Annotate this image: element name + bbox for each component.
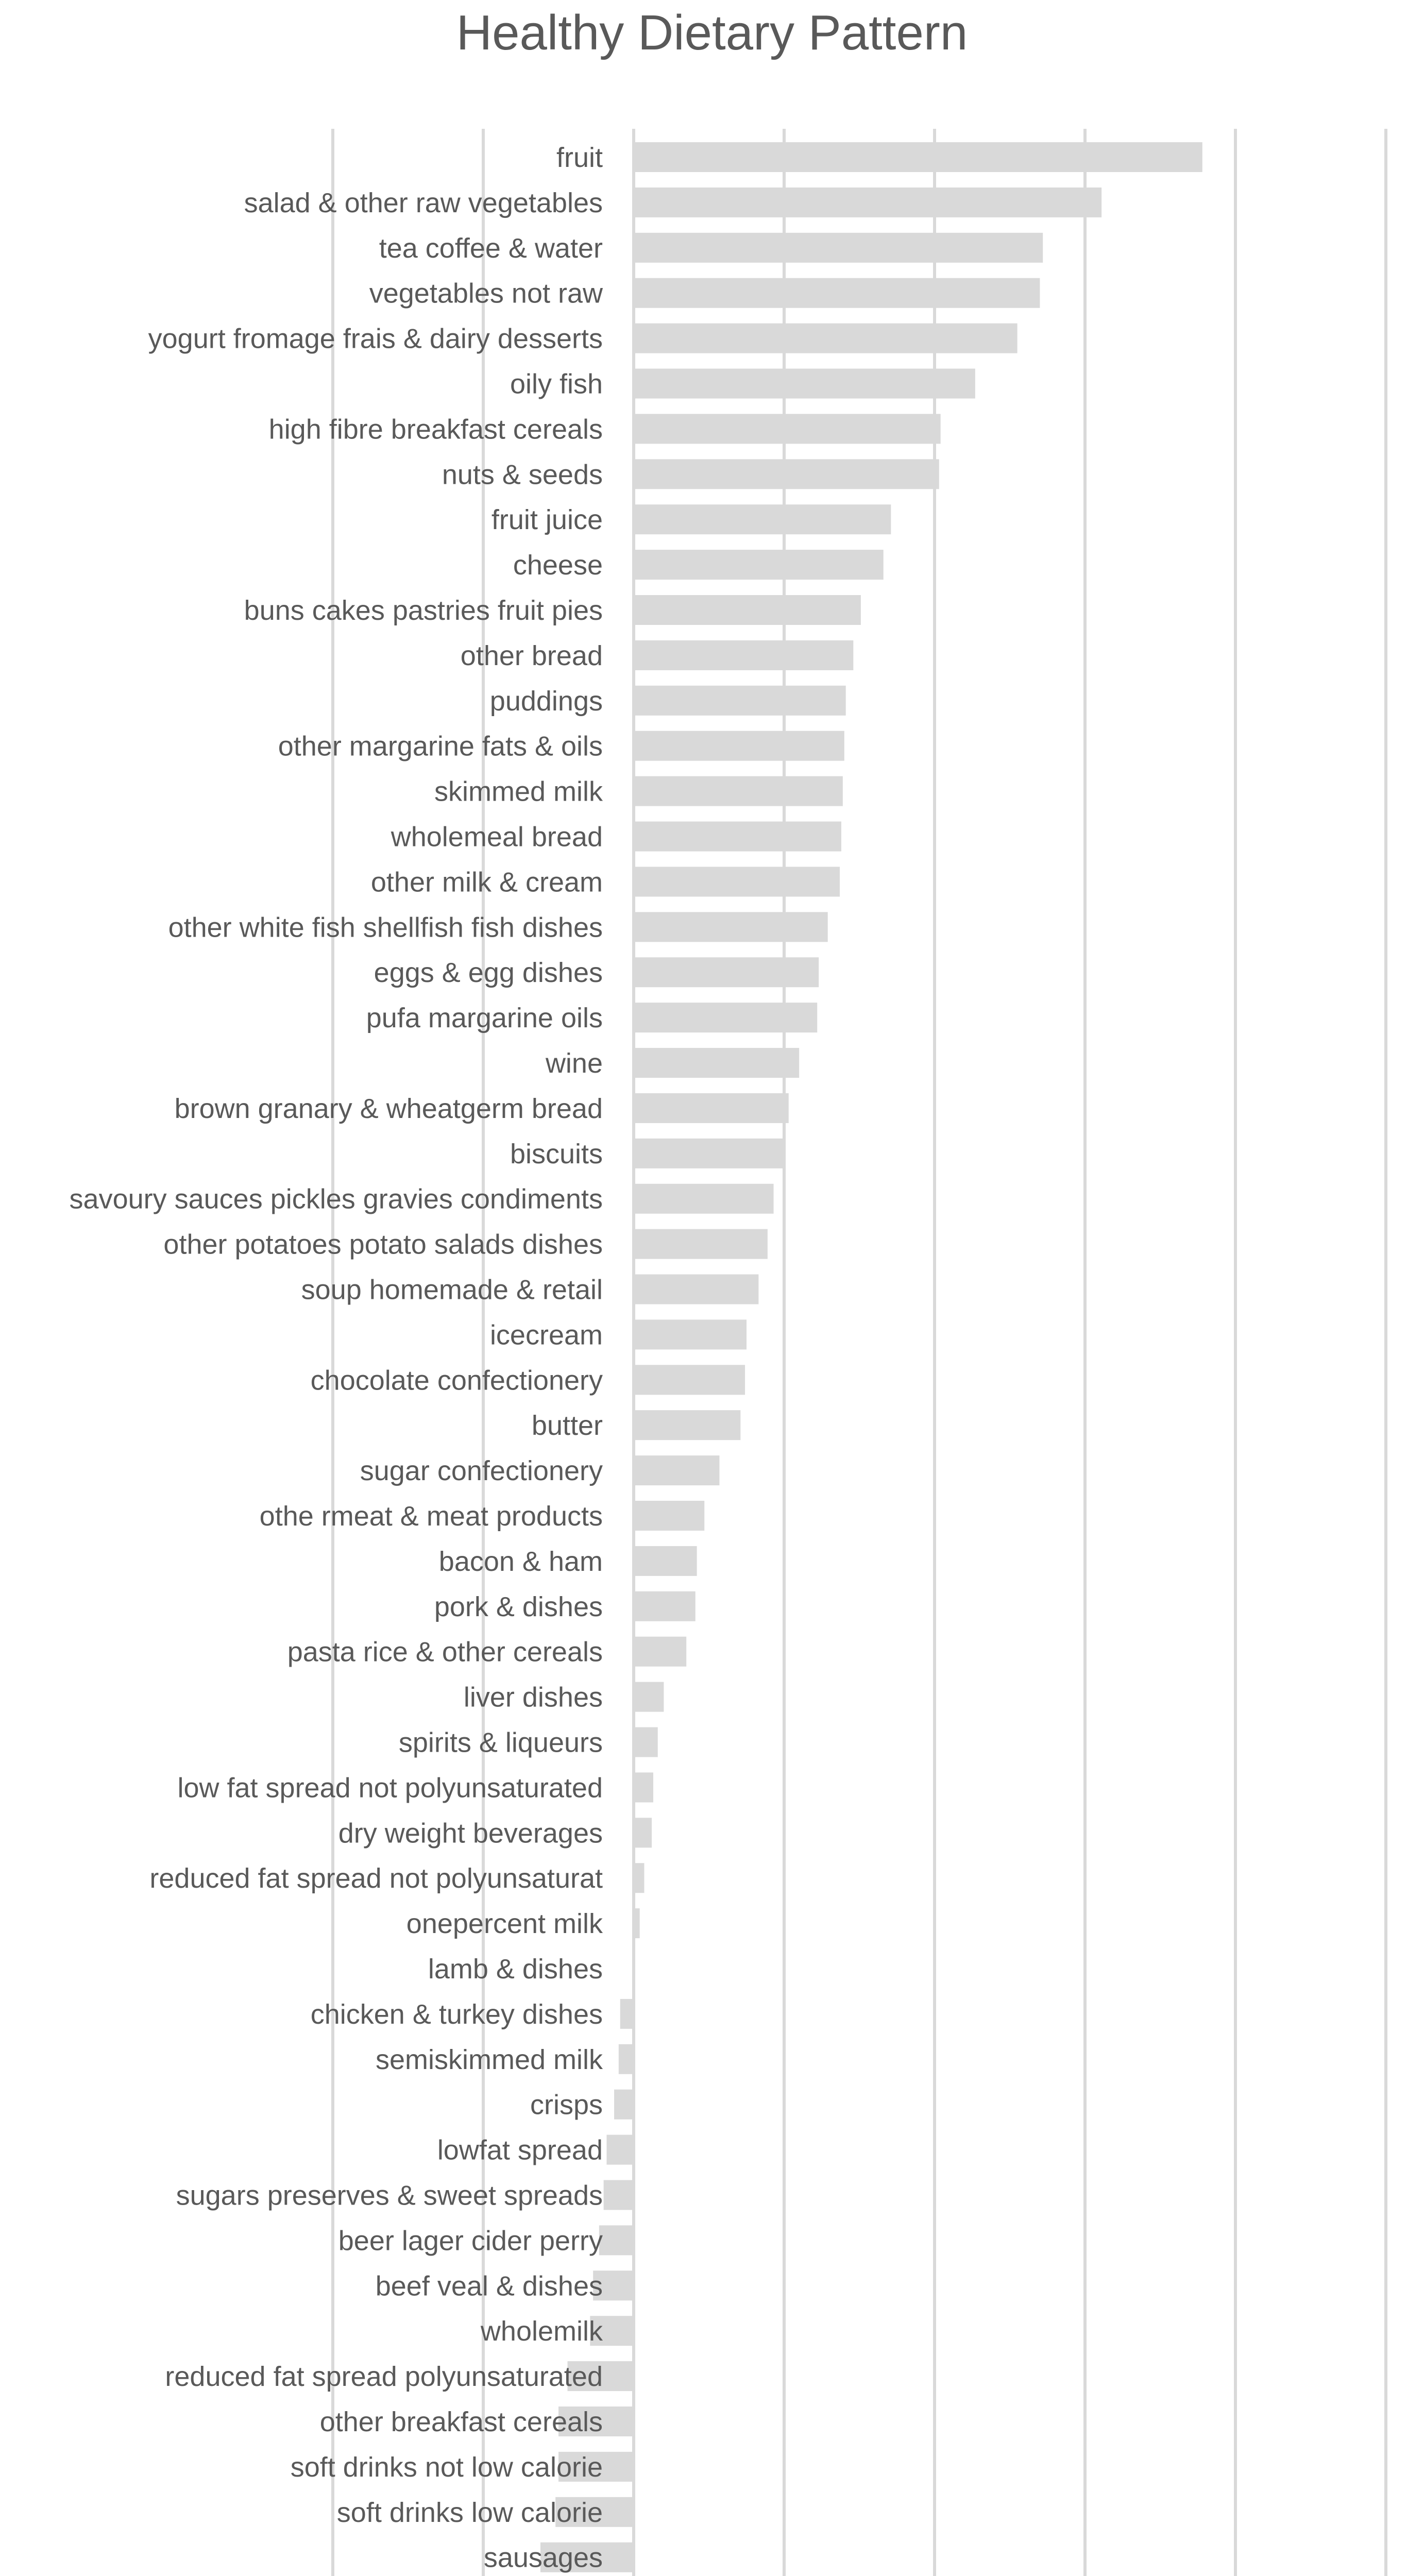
category-label: pufa margarine oils	[366, 1003, 603, 1034]
bar	[634, 776, 843, 806]
bar	[634, 1048, 799, 1078]
bar	[634, 1365, 745, 1395]
category-label: fruit juice	[491, 504, 603, 536]
bar	[634, 1275, 758, 1304]
category-label: reduced fat spread polyunsaturated	[165, 2361, 603, 2393]
category-label: fruit	[556, 142, 603, 173]
category-label: onepercent milk	[406, 1908, 603, 1940]
bar	[634, 1455, 719, 1485]
category-label: brown granary & wheatgerm bread	[174, 1093, 603, 1124]
category-label: buns cakes pastries fruit pies	[244, 595, 603, 626]
category-label: nuts & seeds	[442, 459, 603, 490]
bar	[606, 2135, 634, 2165]
category-label: reduced fat spread not polyunsaturat	[149, 1863, 603, 1894]
category-label: spirits & liqueurs	[398, 1727, 603, 1758]
category-label: other margarine fats & oils	[278, 731, 603, 762]
category-label: other bread	[460, 640, 603, 671]
bar	[634, 686, 846, 716]
bar	[634, 1093, 789, 1123]
category-label: soup homemade & retail	[301, 1274, 603, 1306]
category-label: puddings	[489, 685, 603, 717]
category-label: icecream	[489, 1319, 603, 1351]
bar	[634, 1863, 644, 1893]
category-label: wine	[545, 1048, 603, 1079]
category-label: other milk & cream	[370, 867, 603, 898]
category-label: eggs & egg dishes	[374, 957, 603, 989]
category-label: othe rmeat & meat products	[259, 1501, 603, 1532]
bar	[634, 1772, 653, 1802]
category-label: other breakfast cereals	[319, 2406, 603, 2437]
bar	[634, 1410, 740, 1440]
category-label: wholemeal bread	[391, 821, 603, 853]
category-label: tea coffee & water	[379, 232, 603, 264]
bar	[634, 1727, 658, 1757]
category-label: biscuits	[510, 1138, 603, 1170]
bar	[634, 369, 975, 399]
category-label: savoury sauces pickles gravies condiments	[69, 1183, 603, 1215]
category-label: pasta rice & other cereals	[287, 1636, 603, 1668]
bar	[599, 2225, 634, 2255]
bar	[634, 1184, 774, 1214]
category-label: sausages	[483, 2542, 603, 2573]
bar	[634, 1139, 786, 1168]
category-label: other potatoes potato salads dishes	[163, 1229, 603, 1260]
category-label: high fibre breakfast cereals	[268, 414, 603, 445]
chart-title: Healthy Dietary Pattern	[456, 5, 968, 60]
category-label: low fat spread not polyunsaturated	[177, 1772, 603, 1804]
bar	[634, 640, 853, 670]
bar	[634, 1229, 768, 1259]
category-label: sugar confectionery	[360, 1455, 603, 1487]
bar	[634, 867, 840, 896]
bar	[634, 1501, 704, 1531]
category-label: semiskimmed milk	[375, 2044, 603, 2075]
bar	[634, 912, 828, 942]
category-label: lowfat spread	[437, 2134, 603, 2166]
category-label: yogurt fromage frais & dairy desserts	[148, 323, 603, 354]
bar	[634, 188, 1101, 217]
bar	[634, 1003, 817, 1032]
category-label: chicken & turkey dishes	[310, 1998, 603, 2030]
bar	[634, 731, 844, 761]
bar	[634, 550, 884, 580]
category-label: liver dishes	[463, 1682, 603, 1713]
bar	[634, 504, 891, 534]
bar	[634, 957, 819, 987]
category-label: butter	[531, 1410, 603, 1442]
bar	[634, 1319, 747, 1349]
bar	[634, 278, 1040, 308]
bar	[634, 1908, 640, 1938]
bar	[634, 142, 1202, 172]
bar	[634, 459, 939, 489]
category-label: soft drinks low calorie	[336, 2497, 603, 2528]
bar	[634, 1818, 652, 1848]
category-label: other white fish shellfish fish dishes	[168, 912, 603, 943]
category-label: crisps	[530, 2089, 603, 2121]
bar	[614, 2090, 634, 2120]
category-label: lamb & dishes	[428, 1954, 603, 1985]
category-label: soft drinks not low calorie	[290, 2451, 603, 2483]
bar	[634, 1637, 686, 1667]
category-label: oily fish	[510, 368, 603, 400]
category-label: dry weight beverages	[338, 1818, 603, 1849]
bar	[634, 1954, 635, 1984]
category-label: beef veal & dishes	[375, 2270, 603, 2302]
category-label: cheese	[513, 550, 603, 581]
bar	[634, 1546, 697, 1576]
bar	[634, 414, 941, 444]
category-label: pork & dishes	[434, 1591, 603, 1622]
bar	[604, 2180, 634, 2210]
bar	[634, 822, 841, 852]
bar	[634, 324, 1018, 353]
bar	[634, 1591, 696, 1621]
category-label: vegetables not raw	[369, 278, 603, 309]
bar	[619, 2044, 634, 2074]
category-label: beer lager cider perry	[338, 2225, 603, 2257]
category-label: bacon & ham	[438, 1546, 603, 1577]
category-label: skimmed milk	[434, 776, 603, 807]
bar	[634, 595, 861, 625]
bar	[634, 233, 1043, 263]
category-label: sugars preserves & sweet spreads	[176, 2180, 603, 2211]
category-label: salad & other raw vegetables	[244, 187, 603, 218]
category-labels	[70, 142, 603, 2576]
category-label: chocolate confectionery	[310, 1365, 603, 1396]
bar	[620, 1999, 634, 2029]
bar	[634, 1682, 664, 1712]
category-label: wholemilk	[480, 2316, 603, 2347]
